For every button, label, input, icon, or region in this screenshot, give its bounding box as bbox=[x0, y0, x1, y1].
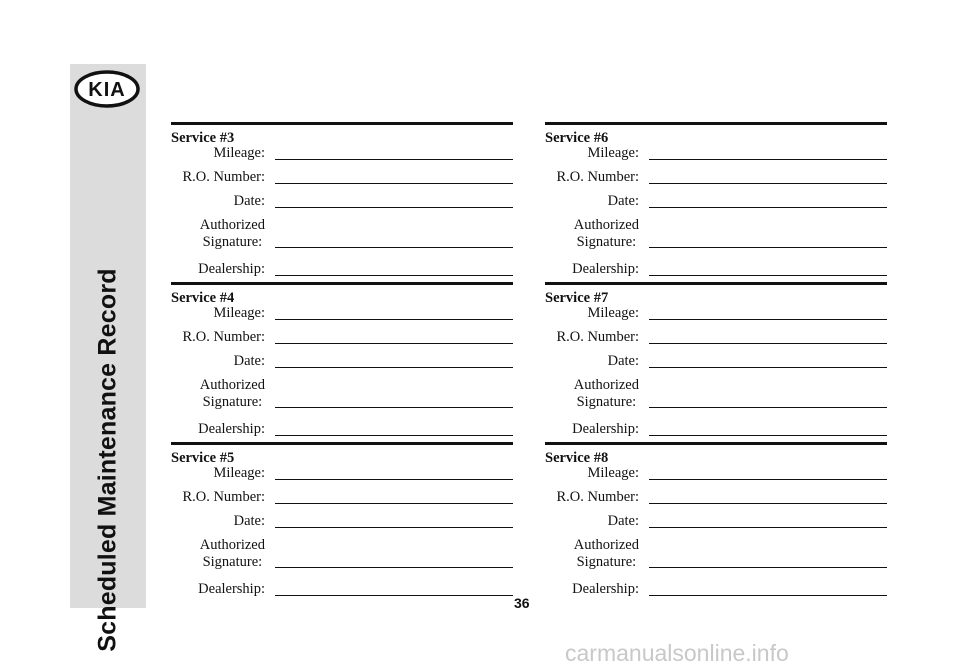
authorized-text: Authorized bbox=[199, 217, 265, 233]
date-label: Date: bbox=[607, 513, 639, 529]
mileage-line bbox=[649, 479, 887, 480]
date-line bbox=[275, 207, 513, 208]
ro-number-label: R.O. Number: bbox=[182, 489, 265, 505]
service-title: Service #5 bbox=[171, 450, 235, 466]
signature-label bbox=[574, 537, 639, 571]
signature-text: Signature: bbox=[576, 234, 637, 250]
date-label: Date: bbox=[607, 353, 639, 369]
service-block-7 bbox=[545, 282, 887, 442]
ro-number-label: R.O. Number: bbox=[556, 489, 639, 505]
ro-number-label: R.O. Number: bbox=[556, 329, 639, 345]
page-number: 36 bbox=[514, 595, 530, 611]
dealership-line bbox=[275, 595, 513, 596]
date-line bbox=[649, 367, 887, 368]
dealership-line bbox=[649, 595, 887, 596]
sidebar bbox=[70, 64, 146, 652]
signature-label bbox=[574, 377, 639, 411]
authorized-text: Authorized bbox=[573, 537, 639, 553]
service-block-4 bbox=[171, 282, 513, 442]
dealership-line bbox=[275, 275, 513, 276]
mileage-label: Mileage: bbox=[587, 465, 639, 481]
signature-label bbox=[200, 217, 265, 251]
mileage-line bbox=[275, 479, 513, 480]
service-block-5 bbox=[171, 442, 513, 602]
ro-number-line bbox=[275, 503, 513, 504]
ro-number-line bbox=[275, 183, 513, 184]
right-column bbox=[545, 122, 887, 602]
ro-number-line bbox=[649, 503, 887, 504]
mileage-label: Mileage: bbox=[587, 145, 639, 161]
date-line bbox=[275, 527, 513, 528]
signature-label bbox=[574, 217, 639, 251]
ro-number-line bbox=[649, 183, 887, 184]
watermark: carmanualsonline.info bbox=[565, 640, 789, 666]
signature-text: Signature: bbox=[576, 394, 637, 410]
signature-line bbox=[275, 247, 513, 248]
left-column bbox=[171, 122, 513, 602]
dealership-label: Dealership: bbox=[572, 581, 639, 597]
authorized-text: Authorized bbox=[573, 377, 639, 393]
signature-label bbox=[200, 377, 265, 411]
date-line bbox=[649, 207, 887, 208]
dealership-label: Dealership: bbox=[198, 421, 265, 437]
authorized-text: Authorized bbox=[199, 537, 265, 553]
service-title: Service #6 bbox=[545, 130, 609, 146]
dealership-label: Dealership: bbox=[198, 261, 265, 277]
signature-text: Signature: bbox=[202, 234, 263, 250]
mileage-label: Mileage: bbox=[587, 305, 639, 321]
kia-logo bbox=[74, 69, 140, 109]
mileage-label: Mileage: bbox=[213, 145, 265, 161]
service-title: Service #8 bbox=[545, 450, 609, 466]
dealership-line bbox=[649, 435, 887, 436]
dealership-line bbox=[649, 275, 887, 276]
dealership-label: Dealership: bbox=[572, 261, 639, 277]
ro-number-label: R.O. Number: bbox=[556, 169, 639, 185]
signature-line bbox=[275, 567, 513, 568]
date-label: Date: bbox=[607, 193, 639, 209]
signature-line bbox=[649, 567, 887, 568]
date-line bbox=[649, 527, 887, 528]
section-title: Scheduled Maintenance Record bbox=[93, 268, 122, 652]
authorized-text: Authorized bbox=[573, 217, 639, 233]
signature-label bbox=[200, 537, 265, 571]
mileage-line bbox=[275, 159, 513, 160]
date-label: Date: bbox=[233, 513, 265, 529]
ro-number-line bbox=[649, 343, 887, 344]
signature-text: Signature: bbox=[202, 554, 263, 570]
date-line bbox=[275, 367, 513, 368]
date-label: Date: bbox=[233, 353, 265, 369]
signature-text: Signature: bbox=[202, 394, 263, 410]
authorized-text: Authorized bbox=[199, 377, 265, 393]
ro-number-label: R.O. Number: bbox=[182, 329, 265, 345]
signature-line bbox=[649, 247, 887, 248]
signature-line bbox=[649, 407, 887, 408]
date-label: Date: bbox=[233, 193, 265, 209]
mileage-line bbox=[275, 319, 513, 320]
service-block-8 bbox=[545, 442, 887, 602]
mileage-label: Mileage: bbox=[213, 465, 265, 481]
ro-number-label: R.O. Number: bbox=[182, 169, 265, 185]
mileage-line bbox=[649, 319, 887, 320]
signature-text: Signature: bbox=[576, 554, 637, 570]
service-block-6 bbox=[545, 122, 887, 282]
service-block-3 bbox=[171, 122, 513, 282]
dealership-label: Dealership: bbox=[572, 421, 639, 437]
dealership-label: Dealership: bbox=[198, 581, 265, 597]
mileage-line bbox=[649, 159, 887, 160]
kia-logo-text: KIA bbox=[88, 79, 126, 101]
dealership-line bbox=[275, 435, 513, 436]
ro-number-line bbox=[275, 343, 513, 344]
mileage-label: Mileage: bbox=[213, 305, 265, 321]
signature-line bbox=[275, 407, 513, 408]
service-title: Service #4 bbox=[171, 290, 235, 306]
service-title: Service #7 bbox=[545, 290, 609, 306]
service-title: Service #3 bbox=[171, 130, 235, 146]
